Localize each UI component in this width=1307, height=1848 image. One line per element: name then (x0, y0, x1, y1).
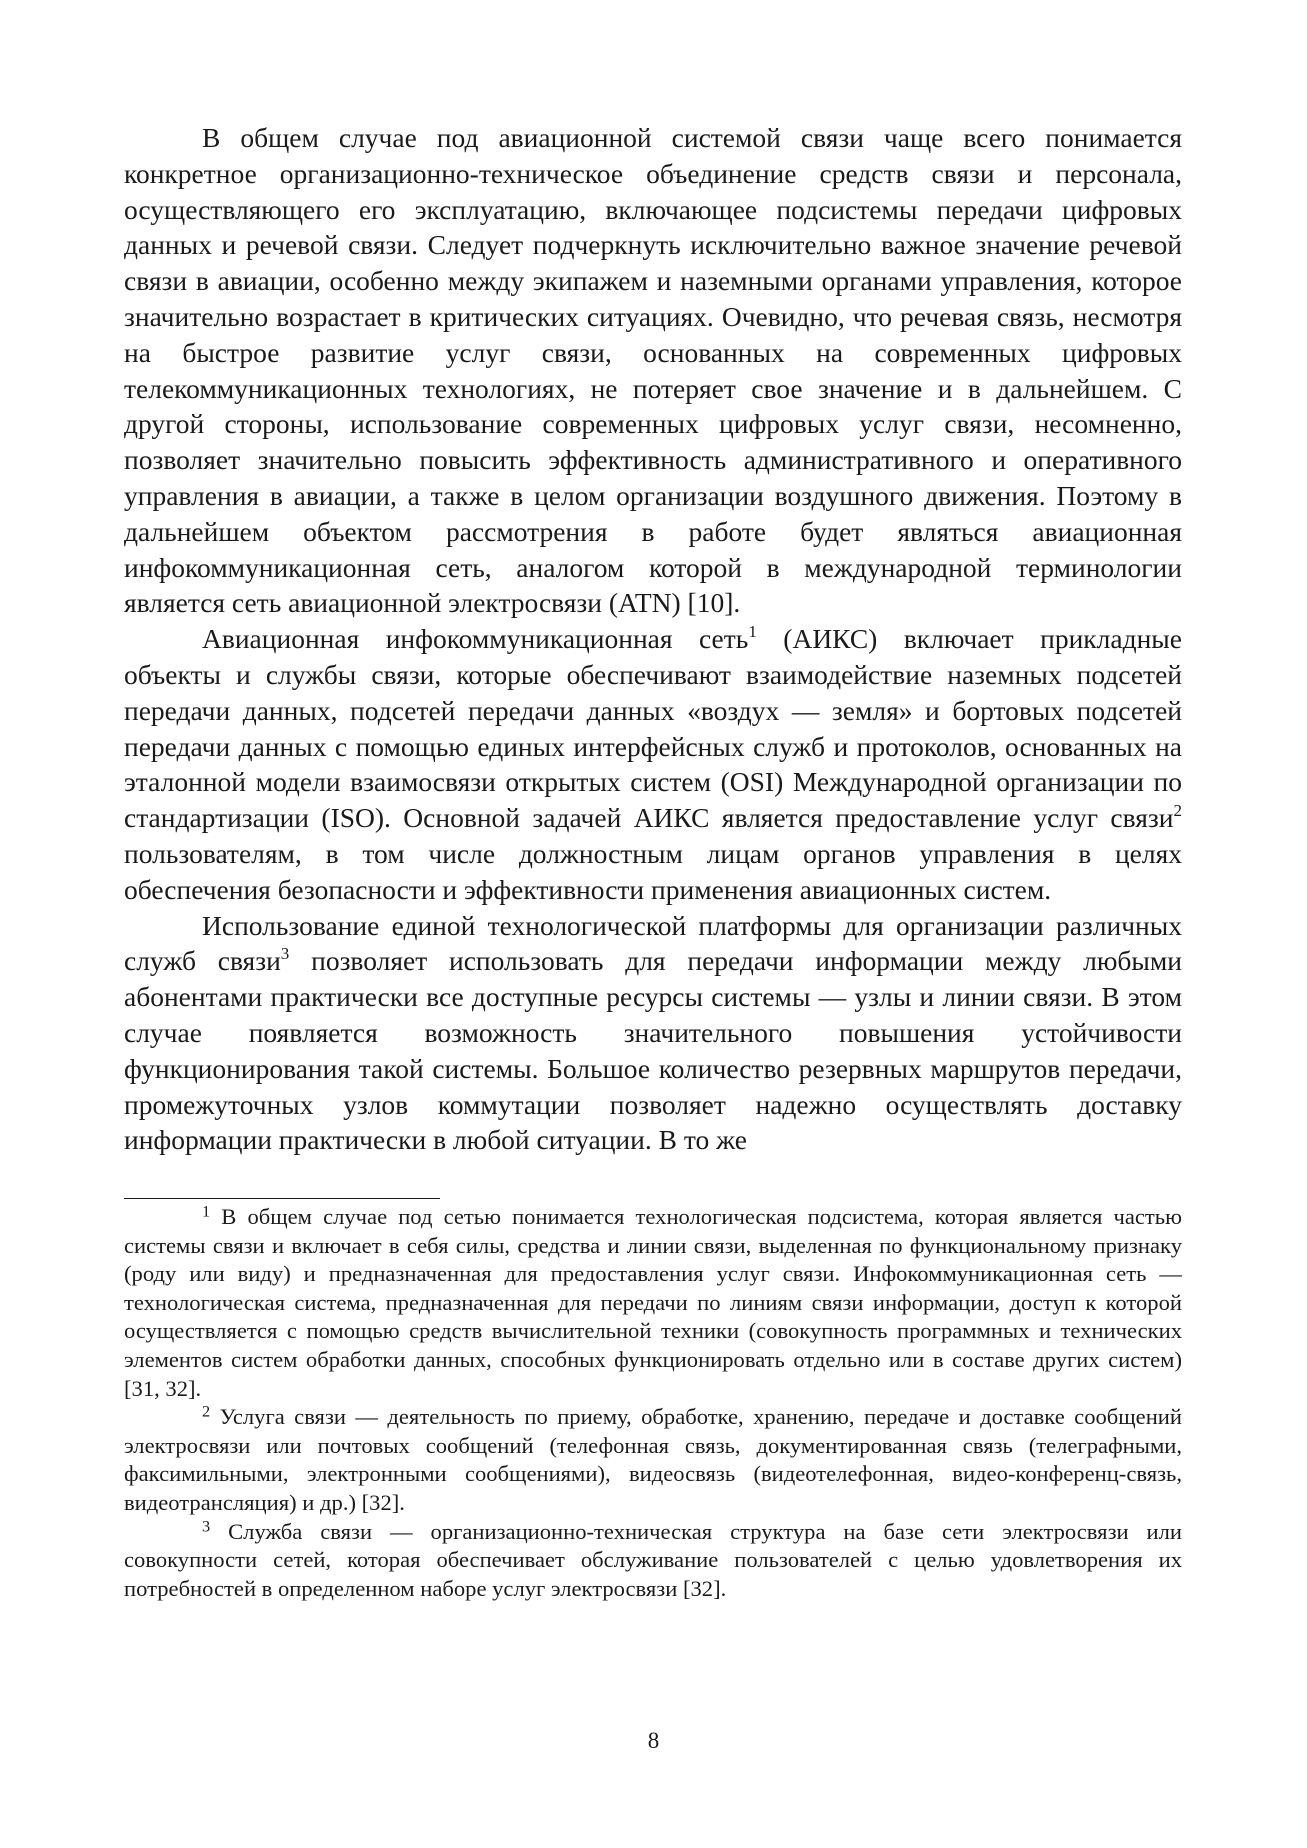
paragraph-1-text: В общем случае под авиационной системой связи чаще всего понимается конкретное организационно-техническое объединение средств связи и персонала, осуществляющего его эксплуатацию, включающее подсистемы передачи цифровых данных и речевой связи. Следует подчеркнуть исключительно важное значение речевой связи в авиации, особенно между экипажем и наземными органами управления, которое значительно возрастает в критических ситуациях. Очевидно, что речевая связь, несмотря на быстрое развитие услуг связи, основанных на современных цифровых телекоммуникационных технологиях, не потеряет свое значение и в дальнейшем. С другой стороны, использование современных цифровых услуг связи, несомненно, позволяет значительно повысить эффективность административного и оперативного управления в авиации, а также в целом организации воздушного движения. Поэтому в дальнейшем объектом рассмотрения в работе будет являться авиационная инфокоммуникационная сеть, аналогом которой в международной терминологии является сеть авиационной электросвязи (ATN) [10]. (124, 122, 1182, 619)
paragraph-2-middle: (АИКС) включает прикладные объекты и службы связи, которые обеспечивают взаимодействие наземных подсетей передачи данных, подсетей передачи данных «воздух — земля» и бортовых подсетей передачи данных с помощью единых интерфейсных служб и протоколов, основанных на эталонной модели взаимосвязи открытых систем (OSI) Международной организации по стандартизации (ISO). Основной задачей АИКС является предоставление услуг связи (124, 623, 1182, 834)
footnote-ref-2[interactable]: 2 (1173, 801, 1182, 821)
paragraph-3-after: позволяет использовать для передачи информации между любыми абонентами практически все доступные ресурсы системы — узлы и линии связи. В этом случае появляется возможность значительного повышения устойчивости функционирования такой системы. Большое количество резервных маршрутов передачи, промежуточных узлов коммутации позволяет надежно осуществлять доставку информации практически в любой ситуации. В то же (124, 945, 1182, 1156)
footnote-mark-2: 2 (202, 1402, 211, 1421)
footnote-ref-3[interactable]: 3 (280, 944, 290, 964)
footnote-2 (124, 1403, 1182, 1517)
footnotes (124, 1203, 1182, 1603)
footnote-mark-1: 1 (202, 1202, 211, 1221)
footnote-3 (124, 1518, 1182, 1604)
footnote-ref-1[interactable]: 1 (748, 622, 757, 642)
footnote-divider (124, 1198, 440, 1199)
footnote-1 (124, 1203, 1182, 1403)
footnote-mark-3: 3 (202, 1517, 211, 1536)
paragraph-2-before: Авиационная инфокоммуникационная сеть (202, 623, 749, 655)
footnote-3-text: Служба связи — организационно-техническая структура на базе сети электросвязи или совокупности сетей, которая обеспечивает обслуживание пользователей с целью удовлетворения их потребностей в определенном наборе услуг электросвязи [32]. (124, 1518, 1182, 1601)
body-text (124, 120, 1182, 1158)
footnote-2-text: Услуга связи — деятельность по приему, обработке, хранению, передаче и доставке сообщений электросвязи или почтовых сообщений (телефонная связь, документированная связь (телеграфными, факсимильными, электронными сообщениями), видеосвязь (видеотелефонная, видео-конференц-связь, видеотрансляция) и др.) [32]. (124, 1404, 1182, 1516)
paragraph-3 (124, 908, 1182, 1159)
footnote-1-text: В общем случае под сетью понимается технологическая подсистема, которая является частью системы связи и включает в себя силы, средства и линии связи, выделенная по функциональному признаку (роду или виду) и предназначенная для предоставления услуг связи. Инфокоммуникационная сеть — технологическая система, предназначенная для передачи по линиям связи информации, доступ к которой осуществляется с помощью средств вычислительной техники (совокупность программных и технических элементов систем обработки данных, способных функционировать отдельно или в составе других систем) [31, 32]. (124, 1204, 1182, 1401)
paragraph-2-after: пользователям, в том числе должностным лицам органов управления в целях обеспечения безопасности и эффективности применения авиационных систем. (124, 837, 1182, 905)
paragraph-2 (124, 621, 1182, 907)
page-number: 8 (647, 1728, 660, 1753)
page-content (124, 120, 1182, 1603)
paragraph-1 (124, 120, 1182, 621)
paragraph-3-before: Использование единой технологической платформы для организации различных служб связи (124, 909, 1182, 977)
